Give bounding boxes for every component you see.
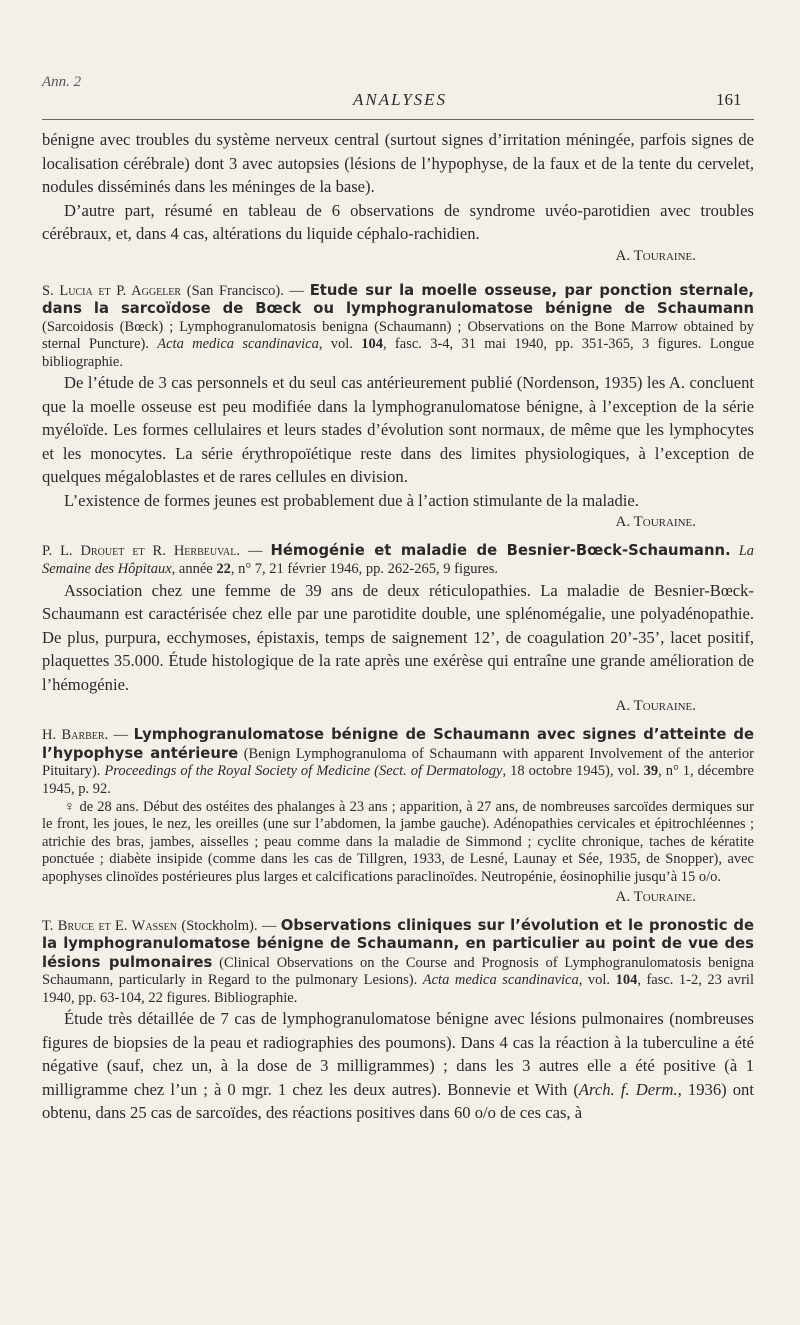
article-translation: (Clinical Observations on the Course and Prognosis of Lymphogranulomatosis benigna Schaumann, particularly in Regard to the pulmonary Lesions). xyxy=(42,954,754,989)
separator: . — xyxy=(236,543,271,560)
reference-prefix: , 18 octobre 1945), vol. xyxy=(502,763,644,780)
journal-name: Acta medica scandinavica xyxy=(422,972,579,989)
signature: A. Touraine. xyxy=(615,247,696,264)
paragraph: De l’étude de 3 cas personnels et du seul cas antérieurement publié (Nordenson, 1935) les A. concluent que la moelle osseuse est peu modifiée dans la lymphogranulomatose bénigne, à l’exception de la série myéloïde. Les formes cellulaires et leurs stades d’évolution sont normaux, de même que les lymphocytes et les monocytes. La série érythropoïétique reste dans des limites physiologiques, à l’exception de quelques mégaloblastes et de rares cellules en division. xyxy=(42,373,754,487)
journal-abbreviation: Ann. 2 xyxy=(42,74,82,90)
article-title: Lymphogranulomatose bénigne de Schaumann avec signes d’atteinte de l’hypophyse antérieure xyxy=(42,726,755,762)
paragraph: D’autre part, résumé en tableau de 6 observations de syndrome uvéo-parotidien avec troubles cérébraux, et, dans 4 cas, altérations du liquide céphalo-rachidien. xyxy=(42,200,754,243)
volume-number: 104 xyxy=(361,336,383,353)
reference-details: , fasc. 3-4, 31 mai 1940, pp. 351-365, 3 figures. Longue bibliographie. xyxy=(42,336,755,370)
article-place: (Stockholm). — xyxy=(177,917,281,934)
paragraph: Association chez une femme de 39 ans de deux réticulopathies. La maladie de Besnier-Bœck-Schaumann est caractérisée chez elle par une parotidite double, une splénomégalie, une polyadénopathie. De plus, purpura, ecchymoses, épistaxis, temps de saignement 12’, de coagulation 20’-35’, lacet positif, plaquettes 35.000. Étude histologique de la rate après une exérèse qui entraîne une grande amélioration de l’hémogénie. xyxy=(42,580,754,694)
journal-name: Arch. f. Derm. xyxy=(578,1079,678,1099)
reference-details: , n° 7, 21 février 1946, pp. 262-265, 9 figures. xyxy=(230,561,499,578)
journal-name: Acta medica scandinavica xyxy=(157,336,319,353)
year-prefix: , année xyxy=(171,561,217,578)
article-authors: T. Bruce et E. Wassen xyxy=(42,917,178,934)
paragraph-text: Étude très détaillée de 7 cas de lymphogranulomatose bénigne avec lésions pulmonaires (nombreuses figures de biopsies de la peau et radiographies des poumons). Dans 4 cas la réaction à la tuberculine a été négative (sauf, chez un, à la dose de 3 milligrammes) ; dans les 3 autres elle a été positive (à 1 milligramme chez l’un ; à 0 mgr. 1 chez les deux autres). Bonnevie et With ( xyxy=(42,1009,754,1099)
paragraph xyxy=(42,1007,754,1125)
article-title: Observations cliniques sur l’évolution et le pronostic de la lymphogranulomatose bénigne de Schaumann, en particulier au point de vue des lésions pulmonaires xyxy=(42,916,755,971)
signature: A. Touraine. xyxy=(615,698,696,715)
continued-paragraph: bénigne avec troubles du système nerveux central (surtout signes d’irritation méningée, parfois signes de localisation cérébrale) dont 3 avec autopsies (lésions de l’hypophyse, de la faux et de la tente du cervelet, nodules disséminés dans les méninges de la base). xyxy=(42,130,754,196)
page-number: 161 xyxy=(716,90,742,109)
article-authors: H. Barber xyxy=(42,727,105,744)
article-citation xyxy=(42,726,754,798)
volume-prefix: , vol. xyxy=(318,336,362,353)
header-rule xyxy=(42,119,754,120)
article-citation xyxy=(42,282,754,372)
article-citation xyxy=(42,917,754,1008)
reference-details: , fasc. 1-2, 23 avril 1940, pp. 63-104, 22 figures. Bibliographie. xyxy=(42,972,754,1006)
article-place: (San Francisco). — xyxy=(181,282,310,299)
article-title: Hémogénie et maladie de Besnier-Bœck-Schaumann. xyxy=(270,542,731,560)
article-title: Etude sur la moelle osseuse, par ponction sternale, dans la sarcoïdose de Bœck ou lymphogranulomatose bénigne de Schaumann xyxy=(42,281,754,318)
volume-number: 104 xyxy=(615,972,638,989)
signature: A. Touraine. xyxy=(615,888,696,905)
page-content xyxy=(42,128,754,1125)
reference-details: , n° 1, décembre 1945, p. 92. xyxy=(42,763,754,797)
signature: A. Touraine. xyxy=(615,514,696,531)
journal-name: Proceedings of the Royal Society of Medicine (Sect. of Dermatology xyxy=(104,763,503,780)
running-title: ANALYSES xyxy=(352,90,448,109)
volume-number: 22 xyxy=(216,561,231,578)
paragraph: ♀ de 28 ans. Début des ostéites des phalanges à 23 ans ; apparition, à 27 ans, de nombreuses sarcoïdes dermiques sur le front, les joues, le nez, les oreilles (une sur l’abdomen, la jambe gauche). Adénopathies cervicales et épitrochléennes ; atrichie des bras, jambes, aisselles ; peau comme dans la maladie de Simmond ; cyclite chronique, taches de kératite ponctuée ; diabète insipide (comme dans les cas de Tillgren, 1933, de Lesné, Launay et Sée, 1935, de Snopper), avec apophyses clinoïdes postérieures plus larges et calcifications paraclinoïdes. Neutropénie, éosinophilie jusqu’à 15 o/o. xyxy=(42,798,754,885)
paragraph: L’existence de formes jeunes est probablement due à l’action stimulante de la maladie. xyxy=(64,490,639,510)
article-translation: (Benign Lymphogranuloma of Schaumann with apparent Involvement of the anterior Pituitary). xyxy=(42,745,754,780)
separator: . — xyxy=(104,727,134,744)
article-citation xyxy=(42,542,754,578)
paragraph-text: , 1936) ont obtenu, dans 25 cas de sarcoïdes, des réactions positives dans 60 o/o de ces cas, à xyxy=(42,1079,754,1123)
journal-name: La Semaine des Hôpitaux xyxy=(42,543,755,578)
article-translation: (Sarcoidosis (Bœck) ; Lymphogranulomatosis benigna (Schaumann) ; Observations on the Bone Marrow obtained by sternal Puncture). xyxy=(42,318,754,353)
volume-prefix: , vol. xyxy=(578,972,616,989)
volume-number: 39 xyxy=(643,763,659,780)
article-authors: P. L. Drouet et R. Herbeuval xyxy=(42,543,237,560)
article-authors: S. Lucia et P. Aggeler xyxy=(42,282,182,299)
